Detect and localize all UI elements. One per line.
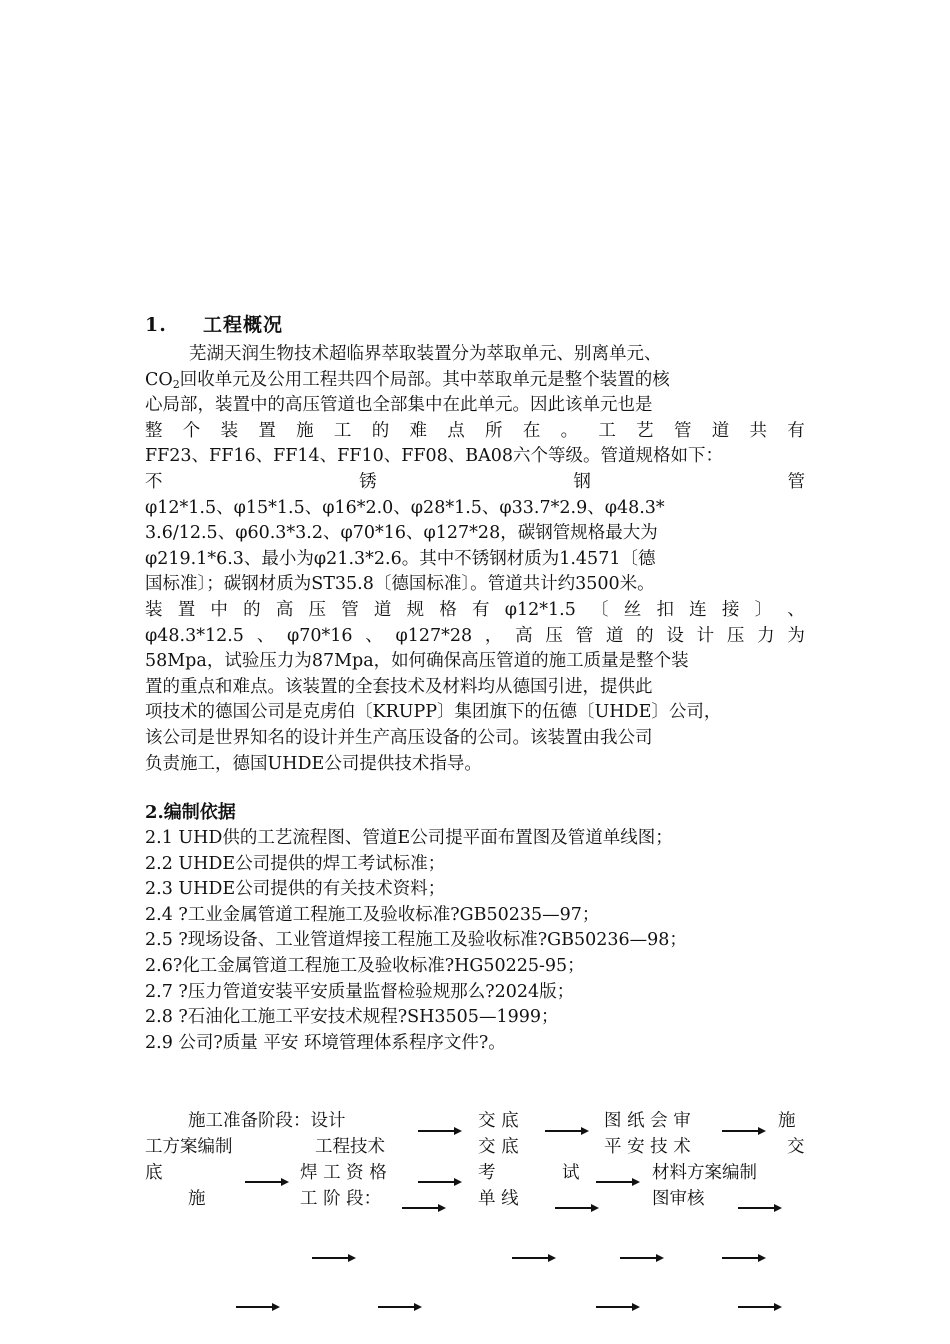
flow-label: 焊 工 资 格 (300, 1163, 387, 1183)
flow-label: 交 底 (478, 1137, 519, 1157)
flow-arrow (312, 1254, 356, 1262)
body-token: 整 (145, 420, 163, 441)
reference-item: 2.7 ?压力管道安装平安质量监督检验规那么?2024版； (145, 981, 575, 1002)
body-token: 所 (485, 420, 503, 441)
flow-arrow (418, 1178, 462, 1186)
flow-label: 材料方案编制 (652, 1163, 757, 1183)
body-token: φ127*28 (395, 625, 473, 646)
flow-label: 工程技术 (315, 1137, 385, 1157)
body-token: 规 (406, 599, 425, 620)
body-token: 有 (787, 420, 805, 441)
body-token: 高 (515, 625, 533, 646)
body-token: 力 (757, 625, 775, 646)
body-token: 共 (749, 420, 767, 441)
body-line: φ12*1.5、φ15*1.5、φ16*2.0、φ28*1.5、φ33.7*2.9、φ48.3* (145, 497, 665, 518)
body-token: 、 (365, 625, 383, 646)
body-token: 道 (711, 420, 730, 441)
flow-arrow (378, 1303, 422, 1311)
body-token: 。 (560, 420, 579, 441)
body-token: 点 (447, 420, 465, 441)
body-token: 高 (275, 599, 294, 620)
flow-arrow (555, 1204, 599, 1212)
body-token: 中 (210, 599, 228, 620)
body-token: ， (484, 625, 503, 646)
body-token: φ48.3*12.5 (145, 625, 244, 646)
body-token: 接 (721, 599, 740, 620)
body-token: φ12*1.5 (504, 599, 576, 620)
body-token: 难 (409, 420, 427, 441)
body-line: 置的重点和难点。该装置的全套技术及材料均从德国引进，提供此 (145, 676, 653, 697)
reference-item: 2.3 UHDE公司提供的有关技术资料； (145, 879, 446, 900)
body-token: 管 (673, 420, 692, 441)
flow-arrow (512, 1254, 556, 1262)
body-text-run: CO (145, 369, 173, 390)
body-token: 丝 (623, 599, 642, 620)
body-token: 〕 (754, 599, 773, 620)
flow-label: 交 底 (478, 1111, 519, 1131)
body-token: φ70*16 (286, 625, 353, 646)
body-token: 的 (243, 599, 261, 620)
reference-item: 2.1 UHD供的工艺流程图、管道E公司提平面布置图及管道单线图； (145, 828, 673, 848)
body-token: 施 (296, 420, 314, 441)
flow-label: 单 线 (478, 1189, 519, 1209)
body-token: 不 (145, 471, 163, 492)
body-line: 项技术的德国公司是克虏伯〔KRUPP〕集团旗下的伍德〔UHDE〕公司， (145, 702, 722, 723)
body-token: 管 (787, 471, 805, 492)
reference-item: 2.8 ?石油化工施工平安技术规程?SH3505—1999； (145, 1007, 559, 1028)
flow-arrow (738, 1303, 782, 1311)
body-token: 为 (787, 625, 805, 646)
body-token: 的 (636, 625, 654, 646)
body-line: 该公司是世界知名的设计并生产高压设备的公司。该装置由我公司 (145, 727, 653, 748)
body-token: 道 (373, 599, 392, 620)
body-token: 扣 (656, 599, 674, 620)
flow-arrow (620, 1254, 664, 1262)
body-token: 压 (545, 625, 563, 646)
flow-arrow (738, 1204, 782, 1212)
body-line: 负责施工，德国UHDE公司提供技术指导。 (145, 753, 482, 774)
body-token: 计 (696, 625, 715, 646)
body-token: 置 (258, 420, 276, 441)
body-token: 个 (182, 420, 201, 441)
body-token: 置 (177, 599, 196, 620)
body-token: 管 (575, 625, 594, 646)
body-text-run: 回收单元及公用工程共四个局部。其中萃取单元是整个装置的核 (179, 369, 670, 390)
flow-arrow (596, 1303, 640, 1311)
body-line: 心局部，装置中的高压管道也全部集中在此单元。因此该单元也是 (145, 395, 653, 416)
body-token: 钢 (573, 471, 591, 492)
flow-arrow (545, 1127, 589, 1135)
body-line: 国标准〕；碳钢材质为ST35.8〔德国标准〕。管道共计约3500米。 (145, 574, 655, 595)
section-2-heading: 2.编制依据 (145, 802, 236, 823)
body-token: 压 (308, 599, 327, 620)
body-token: 装 (220, 420, 239, 441)
flow-arrow (596, 1178, 640, 1186)
flow-label: 底 (145, 1163, 163, 1183)
body-token: 艺 (636, 420, 654, 441)
body-token: 设 (666, 625, 684, 646)
flow-label: 试 (562, 1163, 580, 1183)
body-token: 连 (689, 599, 707, 620)
body-token: 有 (472, 599, 490, 620)
body-token: 管 (341, 599, 359, 620)
body-token: 工 (598, 420, 616, 441)
body-line: 芜湖天润生物技术超临界萃取装置分为萃取单元、别离单元、 (189, 344, 662, 364)
body-token: 道 (605, 625, 624, 646)
flow-arrow (236, 1303, 280, 1311)
flow-label: 图 纸 会 审 (604, 1111, 691, 1131)
flow-label: 考 (478, 1163, 496, 1183)
reference-item: 2.2 UHDE公司提供的焊工考试标准； (145, 853, 446, 874)
body-line: FF23、FF16、FF14、FF10、FF08、BA08六个等级。管道规格如下： (145, 446, 724, 467)
reference-item: 2.9 公司?质量 平安 环境管理体系程序文件?。 (145, 1032, 506, 1053)
body-token: 〔 (591, 599, 609, 620)
flow-label: 交 (787, 1137, 805, 1157)
body-token: 锈 (359, 471, 377, 492)
flow-arrow (245, 1178, 289, 1186)
body-token: 格 (439, 599, 457, 620)
flow-arrow (722, 1127, 766, 1135)
flow-label: 工 阶 段： (300, 1189, 382, 1209)
flow-label: 施工准备阶段：设计 (188, 1111, 346, 1131)
body-line: φ219.1*6.3、最小为φ21.3*2.6。其中不锈钢材质为1.4571〔德 (145, 548, 656, 569)
flow-arrow (722, 1254, 766, 1262)
body-token: 工 (333, 420, 352, 441)
body-line: 3.6/12.5、φ60.3*3.2、φ70*16、φ127*28，碳钢管规格最大为 (145, 523, 658, 544)
flow-label: 图审核 (652, 1189, 705, 1209)
flow-label: 施 (778, 1111, 796, 1131)
body-line: 58Mpa，试验压力为87Mpa，如何确保高压管道的施工质量是整个装 (145, 651, 689, 672)
body-token: 、 (787, 599, 805, 620)
reference-item: 2.6?化工金属管道工程施工及验收标准?HG50225-95； (145, 955, 585, 976)
flow-label: 施 (188, 1189, 206, 1209)
body-token: 压 (726, 625, 745, 646)
reference-item: 2.4 ?工业金属管道工程施工及验收标准?GB50235—97； (145, 904, 600, 925)
body-token: 的 (371, 420, 390, 441)
body-token: 在 (522, 420, 541, 441)
section-1-number: 1. (145, 314, 167, 336)
subscript: 2 (172, 377, 180, 391)
body-token: 装 (145, 599, 163, 620)
flow-label: 工方案编制 (145, 1137, 233, 1157)
section-1-title: 工程概况 (203, 314, 284, 336)
flow-label: 平 安 技 术 (604, 1137, 691, 1157)
body-token: 、 (256, 625, 275, 646)
flow-arrow (402, 1204, 446, 1212)
flow-arrow (418, 1127, 462, 1135)
reference-item: 2.5 ?现场设备、工业管道焊接工程施工及验收标准?GB50236—98； (145, 930, 687, 951)
